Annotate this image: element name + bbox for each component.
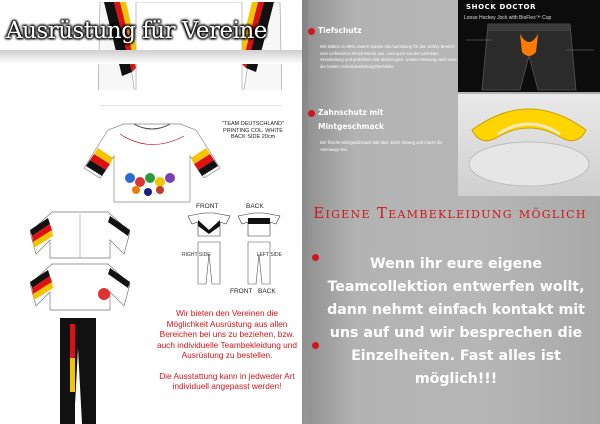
mouthguard-image — [458, 94, 600, 196]
club-offer-paragraph-2: Die Ausstattung kann in jedweder Art individuell angepasst werden! — [159, 370, 295, 391]
club-offer-text — [156, 308, 298, 402]
jersey-back-image — [80, 118, 224, 204]
front-label-2: FRONT — [230, 288, 253, 295]
club-offer-paragraph-1: Wir bieten den Vereinen die Möglichkeit Ausrüstung aus allen Bereichen bei uns zu beziehen, bzw. auch individuelle Teambekleidung und Ausrüstung zu bestellen. — [156, 308, 298, 360]
zahnschutz-heading-line-1: Zahnschutz mit — [318, 108, 384, 117]
zahnschutz-heading-line-2: Mintgeschmack — [318, 122, 384, 131]
page-title: Ausrüstung für Vereine — [6, 18, 267, 44]
bullet-icon — [308, 28, 315, 35]
team-clothing-heading: Eigene Teambekleidung möglich — [313, 204, 587, 222]
size-labels — [182, 252, 282, 258]
shirts-pants-image — [184, 212, 284, 286]
tiefschutz-text: Wir statten zu 99% unsere Spieler mit Ausrüstung für den Safety Bereich vom Lieferanten Shock Doctor aus. Laut auch von der perfekten Verarbeitung und perfektem Sitz überzeugen. Unsere Meinung nach einer der besten Schutzausrüstungshersteller. — [320, 44, 457, 69]
product-caption: Loose Hockey Jock with BioFlex™ Cup — [464, 15, 552, 21]
mouthguard-graphic — [458, 94, 600, 196]
zahnschutz-text: Der frische Minzgeschmack hält über Jahre hinweg und macht die Atemwege frei. — [320, 140, 443, 152]
shock-doctor-brand: SHOCK DOCTOR — [466, 3, 537, 11]
pants-image — [56, 318, 100, 424]
size-label-left: LEFT SIDE — [256, 252, 282, 258]
shock-doctor-product-image — [458, 0, 600, 92]
jersey-print-label: "TEAM DEUTSCHLAND" PRINTING COL. WHITE BACK SIDE 20cm — [222, 121, 284, 140]
front-label: FRONT — [196, 203, 219, 210]
title-underbar — [0, 50, 302, 64]
tiefschutz-heading: Tiefschutz — [318, 26, 362, 35]
jock-shorts-graphic — [458, 20, 600, 92]
back-label-2: BACK — [258, 288, 276, 295]
back-label: BACK — [246, 203, 264, 210]
size-label-right: RIGHT SIDE — [182, 252, 211, 258]
tracksuit-jackets-image — [28, 204, 132, 314]
team-collection-text: Wenn ihr eure eigene Teamcollektion entwerfen wollt, dann nehmt einfach kontakt mit uns auf und wir besprechen die Einzelheiten. Fast alles ist möglich!!! — [327, 256, 585, 387]
bullet-icon — [308, 110, 315, 117]
